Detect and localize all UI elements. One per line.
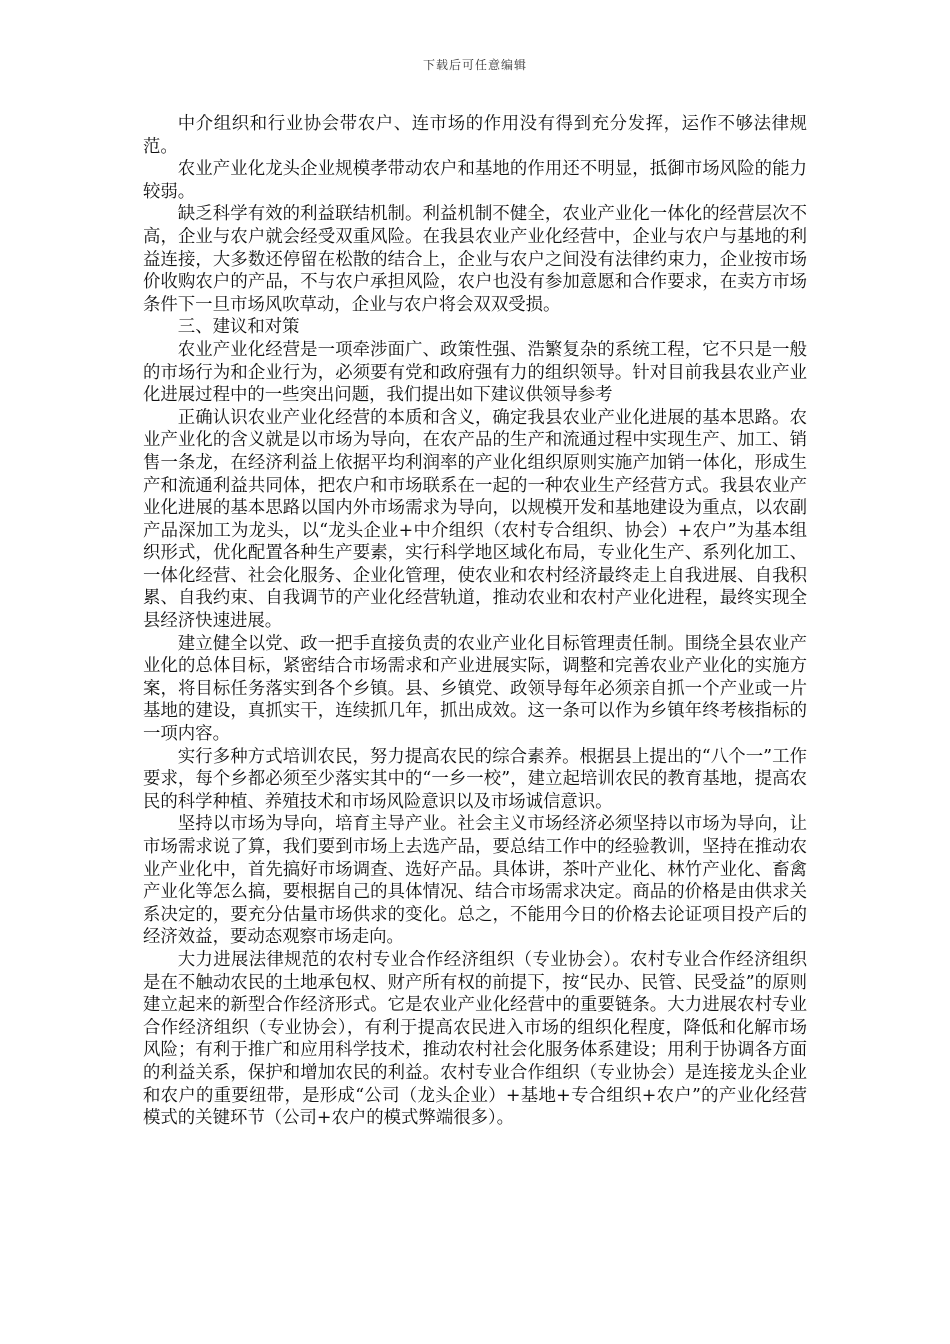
paragraph-system-project: 农业产业化经营是一项牵涉面广、政策性强、浩繁复杂的系统工程，它不只是一般的市场行为和企业行为，必须要有党和政府强有力的组织领导。针对目前我县农业产业化进展过程中的一些突出问题，我们提出如下建议供领导参考 — [143, 339, 807, 406]
page-header: 下载后可任意编辑 — [422, 58, 527, 72]
paragraph-responsibility-system: 建立健全以党、政一把手直接负责的农业产业化目标管理责任制。围绕全县农业产业化的总体目标，紧密结合市场需求和产业进展实际，调整和完善农业产业化的实施方案，将目标任务落实到各个乡镇。县、乡镇党、政领导每年必须亲自抓一个产业或一片基地的建设，真抓实干，连续抓几年，抓出成效。这一条可以作为乡镇年终考核指标的一项内容。 — [143, 633, 807, 745]
paragraph-intermediary-orgs: 中介组织和行业协会带农户、连市场的作用没有得到充分发挥，运作不够法律规范。 — [143, 114, 807, 157]
paragraph-benefit-mechanism: 缺乏科学有效的利益联结机制。利益机制不健全，农业产业化一体化的经营层次不高，企业与农户就会经受双重风险。在我县农业产业化经营中，企业与农户与基地的利益连接，大多数还停留在松散的结合上，企业与农户之间没有法律约束力，企业按市场价收购农户的产品，不与农户承担风险，农户也没有参加意愿和合作要求，在卖方市场条件下一旦市场风吹草动，企业与农户将会双双受损。 — [143, 204, 807, 315]
paragraph-farmer-training: 实行多种方式培训农民，努力提高农民的综合素养。根据县上提出的“八个一”工作要求，每个乡都必须至少落实其中的“一乡一校”，建立起培训农民的教育基地，提高农民的科学种植、养殖技术和市场风险意识以及市场诚信意识。 — [143, 746, 807, 812]
paragraph-market-orientation: 坚持以市场为导向，培育主导产业。社会主义市场经济必须坚持以市场为导向，让市场需求说了算，我们要到市场上去选产品，要总结工作中的经验教训，坚持在推动农业产业化中，首先搞好市场调查、选好产品。具体讲，茶叶产业化、林竹产业化、畜禽产业化等怎么搞，要根据自己的具体情况、结合市场需求决定。商品的价格是由供求关系决定的，要充分估量市场供求的变化。总之，不能用今日的价格去论证项目投产后的经济效益，要动态观察市场走向。 — [143, 814, 807, 948]
document-body — [143, 113, 807, 1130]
paragraph-basic-ideas: 正确认识农业产业化经营的本质和含义，确定我县农业产业化进展的基本思路。农业产业化的含义就是以市场为导向，在农产品的生产和流通过程中实现生产、加工、销售一条龙，在经济利益上依据平均利润率的产业化组织原则实施产加销一体化，形成生产和流通利益共同体，把农户和市场联系在一起的一种农业生产经营方式。我县农业产业化进展的基本思路以国内外市场需求为导向，以规模开发和基地建设为重点，以农副产品深加工为龙头，以“龙头企业+中介组织（农村专合组织、协会）+农户”为基本组织形式，优化配置各种生产要素，实行科学地区域化布局，专业化生产、系列化加工、一体化经营、社会化服务、企业化管理，使农业和农村经济最终走上自我进展、自我积累、自我约束、自我调节的产业化经营轨道，推动农业和农村产业化进程，最终实现全县经济快速进展。 — [143, 407, 807, 632]
paragraph-cooperative-orgs: 大力进展法律规范的农村专业合作经济组织（专业协会）。农村专业合作经济组织是在不触动农民的土地承包权、财产所有权的前提下，按“民办、民管、民受益”的原则建立起来的新型合作经济形式。它是农业产业化经营中的重要链条。大力进展农村专业合作经济组织（专业协会），有利于提高农民进入市场的组织化程度，降低和化解市场风险；有利于推广和应用科学技术，推动农村社会化服务体系建设；用利于协调各方面的利益关系，保护和增加农民的利益。农村专业合作组织（专业协会）是连接龙头企业和农户的重要纽带，是形成“公司（龙头企业）+基地+专合组织+农户”的产业化经营模式的关键环节（公司+农户的模式弊端很多）。 — [143, 949, 807, 1129]
section-heading-suggestions: 三、建议和对策 — [177, 317, 300, 338]
paragraph-leading-enterprises: 农业产业化龙头企业规模孝带动农户和基地的作用还不明显，抵御市场风险的能力较弱。 — [143, 159, 807, 202]
